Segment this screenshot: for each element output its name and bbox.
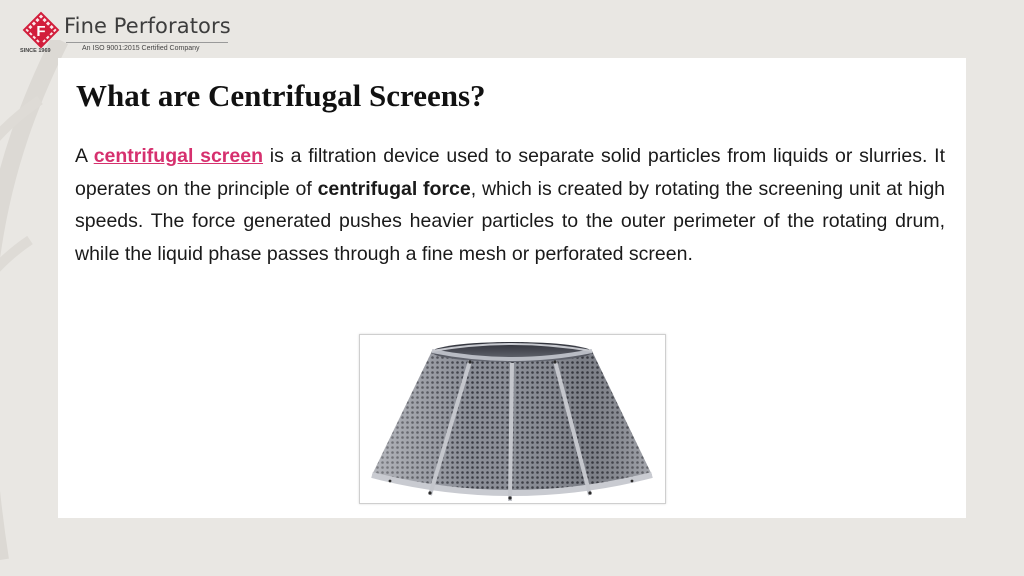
since-label: SINCE 1969 bbox=[20, 48, 51, 54]
content-card bbox=[58, 58, 966, 518]
centrifugal-force-bold: centrifugal force bbox=[317, 177, 471, 200]
paragraph-text-3: , which is created by rotating the screening unit at high speeds. The force generated pushes heavier particles to the outer perimeter of the rotating drum, while the liquid phase passes through a fine mesh or perforated screen. bbox=[75, 177, 946, 265]
paragraph-text-1: A bbox=[75, 145, 94, 167]
paragraph-text-2: is a filtration device used to separate solid particles from liquids or slurries. It operates on the principle of bbox=[75, 145, 945, 200]
slide-title: What are Centrifugal Screens? bbox=[76, 78, 486, 113]
logo-letter: F bbox=[36, 23, 46, 40]
brand-name: Fine Perforators bbox=[64, 14, 231, 38]
centrifugal-screen-link[interactable]: centrifugal screen bbox=[93, 145, 264, 167]
brand-tagline: An ISO 9001:2015 Certified Company bbox=[82, 45, 200, 52]
body-paragraph bbox=[75, 140, 945, 270]
brand-divider bbox=[66, 42, 228, 43]
centrifugal-screen-image bbox=[359, 334, 666, 504]
perforated-cone-illustration bbox=[360, 335, 665, 503]
